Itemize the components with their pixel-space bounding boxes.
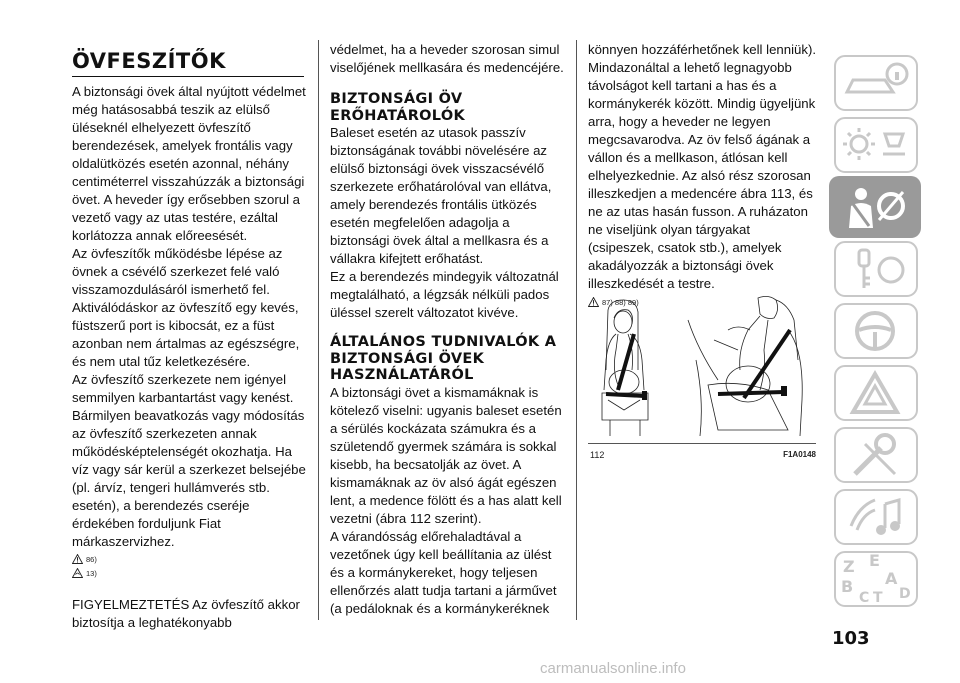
paragraph: Baleset esetén az utasok passzív biztonságának további növelésére az elülső biztonsági övek visszacsévélő szerkezete erőhatárolóval van ellátva, amely berendezés frontális ütközés esetén megfelelően adagolja a biztonsági övek által a mellkasra és a vállakra kifejtett erőhatást. <box>330 125 552 266</box>
title-underline <box>72 76 304 77</box>
paragraph: Az övfeszítők működésbe lépése az övnek a csévélő szerkezet felé való visszamozdulásáról ismerhető fel. <box>72 246 283 297</box>
page-number: 103 <box>832 628 870 649</box>
paragraph: A várandósság előrehaladtával a vezetőnek úgy kell beállítania az ülést és a kormánykereket, hogy teljesen ellenőrzés alatt tudja tartani a járművet (a pedáloknak és a kormánykeréknek <box>330 528 557 616</box>
figure-rule <box>588 443 816 444</box>
column-3 <box>588 41 818 307</box>
paragraph: védelmet, ha a heveder szorosan simul viselőjének mellkasára és medencéjére. <box>330 42 564 75</box>
note-number: 13) <box>86 569 97 578</box>
paragraph: Az övfeszítő szerkezete nem igényel semmilyen karbantartást vagy kenést. Bármilyen beavatkozás vagy módosítás az övfeszítő szerkezeten annak működésképtelenségét okozhatja. Ha víz vagy sár kerül a szerkezet belsejébe (pl. árvíz, tengeri hullámverés stb. esetén), a berendezés cseréje érdekében forduljunk Fiat márkaszervizhez. <box>72 372 306 549</box>
watermark: carmanualsonline.info <box>540 660 686 677</box>
column-2 <box>330 41 564 618</box>
tab-index[interactable] <box>829 548 921 610</box>
info-car-icon <box>829 52 921 114</box>
index-letter: E <box>869 551 880 570</box>
steering-wheel-icon <box>829 300 921 362</box>
dashboard-lights-icon <box>829 114 921 176</box>
paragraph: Aktiválódáskor az övfeszítő egy kevés, füstszerű port is kibocsát, ez a füst azonban nem ártalmas az egészségre, és nem utal tűz keletkezésére. <box>72 300 300 369</box>
index-letter: C <box>859 590 870 606</box>
paragraph: A biztonsági övet a kismamáknak is kötelező viselni: ugyanis baleset esetén a sérülés kockázata számukra és a születendő gyermek számára is sokkal kisebb, ha becsatolják az övet. A kismamáknak az öv alsó ágát egészen lent, a medence fölött és a has alatt kell vezetni (ábra 112 szerint). <box>330 384 562 526</box>
seatbelt-illustration <box>588 290 816 438</box>
paragraph: Ez a berendezés mindegyik változatnál megtalálható, a légzsák nélküli pados üléssel szerelt változatot kivéve. <box>330 269 559 320</box>
paragraph: A biztonsági övek által nyújtott védelmet még hatásosabbá teszik az elülső üléseknél elhelyezett övfeszítő berendezések, amelyek frontális vagy oldalütközés esetén azonnal, néhány centiméterrel visszahúzzák a biztonsági övet. A heveder így erősebben szorul a vezető vagy az utas testére, ezáltal korlátozza annak előreesését. <box>72 84 306 243</box>
tab-emergency[interactable] <box>829 362 921 424</box>
tab-multimedia[interactable] <box>829 486 921 548</box>
warning-numbers: 87) 88) 89) <box>602 298 639 307</box>
tab-starting[interactable] <box>829 238 921 300</box>
column-divider <box>576 40 577 620</box>
service-wrench-icon <box>829 424 921 486</box>
index-letter: Z <box>843 557 855 576</box>
page-title: ÖVFESZÍTŐK <box>72 49 226 73</box>
section-heading: BIZTONSÁGI ÖV ERŐHATÁROLÓK <box>330 91 465 124</box>
key-start-icon <box>829 238 921 300</box>
note-triangle-icon <box>72 568 83 578</box>
tab-safety-active[interactable] <box>829 176 921 238</box>
tab-maintenance[interactable] <box>829 424 921 486</box>
index-letter: A <box>885 569 898 588</box>
figure-number: 112 <box>590 450 605 460</box>
warning-triangle-icon <box>829 362 921 424</box>
figure-code: F1A0148 <box>783 450 816 459</box>
index-letter: B <box>841 577 854 596</box>
note-reference <box>72 568 308 578</box>
figure-112 <box>588 290 816 474</box>
warning-number: 86) <box>86 555 97 564</box>
paragraph: könnyen hozzáférhetőnek kell lenniük). Mindazonáltal a lehető legnagyobb távolságot kell tartani a has és a kormánykerék között. Mindig ügyeljünk arra, hogy a heveder ne legyen megcsavarodva. Az öv felső ágának a vállon és a mellkason, átlósan kell elhelyezkednie. Az alsó rész szorosan illeszkedjen a medencére ábra 113, és ne az utas hasán fusson. A ruházaton ne viseljünk olyan tárgyakat (csipeszek, csatok stb.), amelyek akadályozzák a biztonsági övek illeszkedését a testre. <box>588 42 816 291</box>
paragraph: FIGYELMEZTETÉS Az övfeszítő akkor biztosítja a leghatékonyabb <box>72 597 300 630</box>
index-letter: D <box>899 586 911 602</box>
index-letters-icon <box>829 548 921 610</box>
column-1 <box>72 83 308 632</box>
multimedia-icon <box>829 486 921 548</box>
warning-reference <box>72 554 308 564</box>
column-divider <box>318 40 319 620</box>
chapter-sidebar <box>829 52 921 612</box>
warning-triangle-icon <box>72 554 83 564</box>
tab-driving[interactable] <box>829 300 921 362</box>
index-letter: T <box>873 590 883 606</box>
tab-dashboard[interactable] <box>829 114 921 176</box>
section-heading: ÁLTALÁNOS TUDNIVALÓK A BIZTONSÁGI ÖVEK HASZNÁLATÁRÓL <box>330 334 557 383</box>
tab-info[interactable] <box>829 52 921 114</box>
seatbelt-airbag-icon <box>829 176 921 238</box>
